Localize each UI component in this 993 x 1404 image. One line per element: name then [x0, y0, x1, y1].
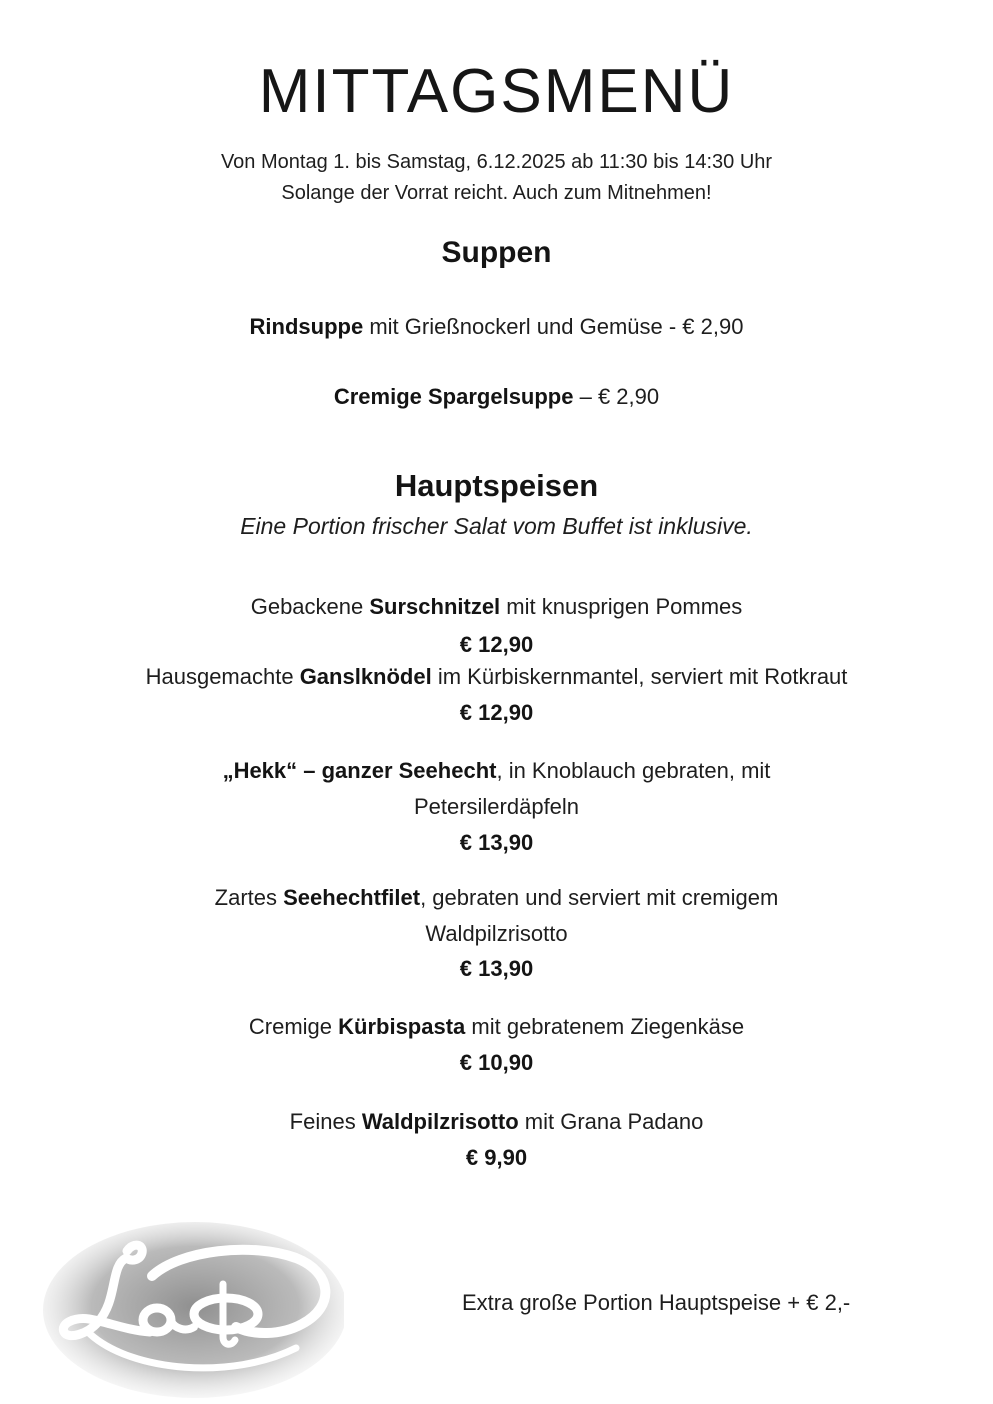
subtitle-dates: Von Montag 1. bis Samstag, 6.12.2025 ab 11:30 bis 14:30 Uhr [220, 151, 773, 173]
price: € 13,90 [459, 830, 534, 855]
dish-name: Kürbispasta [338, 1014, 466, 1039]
dish-description: – € 2,90 [573, 384, 660, 409]
restaurant-logo [40, 1220, 344, 1400]
dish-description: , in Knoblauch gebraten, mit [496, 758, 771, 783]
menu-item-surschnitzel [0, 589, 993, 625]
dish-description: im Kürbiskernmantel, serviert mit Rotkraut [431, 664, 848, 689]
dish-description: mit gebratenem Ziegenkäse [465, 1014, 745, 1039]
menu-item-hekk [0, 753, 993, 789]
dish-description: mit knusprigen Pommes [500, 594, 743, 619]
section-heading-suppen: Suppen [441, 236, 552, 269]
dish-name: Rindsuppe [249, 314, 364, 339]
menu-item-kuerbispasta [0, 1009, 993, 1045]
dish-description: Gebackene [250, 594, 370, 619]
dish-name: Cremige Spargelsuppe [333, 384, 574, 409]
section-heading-hauptspeisen: Hauptspeisen [394, 468, 599, 503]
dish-name: Seehechtfilet [283, 885, 421, 910]
dish-name: Ganslknödel [299, 664, 432, 689]
extra-portion-note: Extra große Portion Hauptspeise + € 2,- [462, 1290, 851, 1315]
dish-name: „Hekk“ – ganzer Seehecht [222, 758, 497, 783]
dish-description: Feines [289, 1109, 362, 1134]
price: € 13,90 [459, 956, 534, 981]
price: € 12,90 [459, 700, 534, 725]
price: € 10,90 [459, 1050, 534, 1075]
menu-item-ganslknoedel [0, 659, 993, 695]
dish-description: Hausgemachte [145, 664, 300, 689]
dish-description: Zartes [214, 885, 284, 910]
la-script-logo-icon [40, 1220, 344, 1400]
menu-item-rindsuppe [0, 309, 993, 345]
salad-included-note: Eine Portion frischer Salat vom Buffet ist inklusive. [240, 513, 753, 539]
dish-description-line2: Petersilerdäpfeln [413, 794, 580, 819]
menu-item-waldpilzrisotto [0, 1104, 993, 1140]
dish-name: Surschnitzel [369, 594, 501, 619]
page-title: MITTAGSMENÜ [258, 57, 735, 126]
dish-description: mit Grana Padano [518, 1109, 704, 1134]
subtitle-availability: Solange der Vorrat reicht. Auch zum Mitnehmen! [281, 182, 712, 204]
dish-description-line2: Waldpilzrisotto [425, 921, 568, 946]
dish-name: Waldpilzrisotto [361, 1109, 519, 1134]
menu-item-seehechtfilet [0, 880, 993, 916]
dish-description: mit Grießnockerl und Gemüse - € 2,90 [363, 314, 744, 339]
price: € 12,90 [459, 632, 534, 657]
menu-item-spargelsuppe [0, 379, 993, 415]
dish-description: Cremige [248, 1014, 339, 1039]
price: € 9,90 [465, 1145, 528, 1170]
dish-description: , gebraten und serviert mit cremigem [420, 885, 779, 910]
